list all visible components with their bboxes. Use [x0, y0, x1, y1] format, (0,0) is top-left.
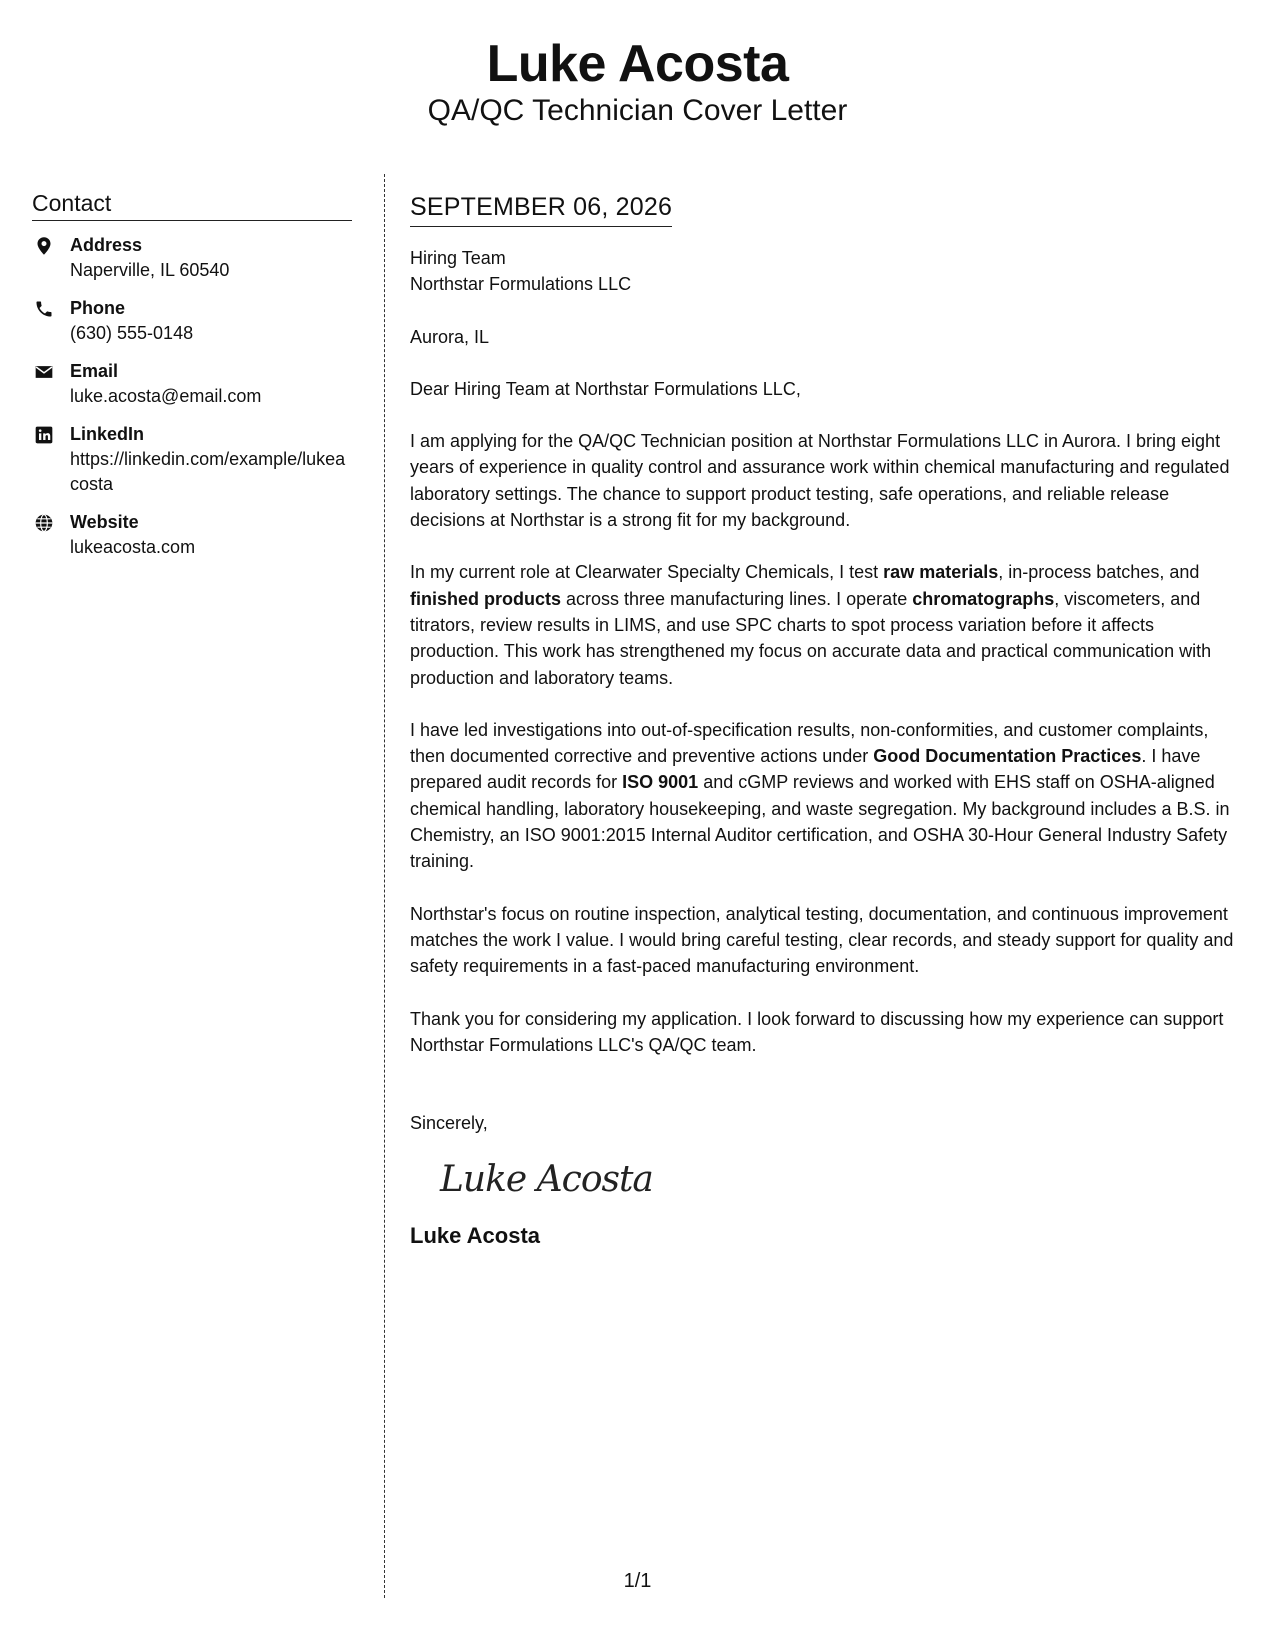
contact-item-email: [32, 359, 352, 409]
recipient-line: Hiring Team: [410, 248, 506, 268]
page-number: 1/1: [623, 1570, 652, 1592]
globe-icon: [34, 513, 54, 533]
paragraph-text: , viscometers, and titrators, review results in LIMS, and use SPC charts to spot process variation before it affects production. This work has strengthened my focus on accurate data and practical communication with production and laboratory teams.: [410, 588, 1212, 688]
address-value: Naperville, IL 60540: [70, 260, 230, 280]
linkedin-icon: [34, 425, 54, 445]
greeting: Dear Hiring Team at Northstar Formulations LLC,: [410, 378, 801, 399]
contact-label: Address: [70, 235, 143, 255]
contact-item-linkedin: [32, 422, 352, 497]
paragraph-text: and cGMP reviews and worked with EHS staff on OSHA-aligned chemical handling, laboratory housekeeping, and waste segregation. My background includes a B.S. in Chemistry, an ISO 9001:2015 Internal Auditor certification, and OSHA 30-Hour General Industry Safety training.: [410, 772, 1230, 872]
paragraph-3: [410, 717, 1240, 875]
signer-name: Luke Acosta: [410, 1223, 541, 1249]
signature: Luke Acosta: [440, 1159, 653, 1201]
paragraph-2: [410, 559, 1240, 690]
contact-sidebar: [32, 188, 352, 573]
paragraph-text: across three manufacturing lines. I operate: [561, 588, 913, 609]
bold-keyword: chromatographs: [912, 588, 1055, 609]
paragraph-text: , in-process batches, and: [998, 562, 1200, 583]
phone-value: (630) 555-0148: [70, 323, 194, 343]
applicant-name: Luke Acosta: [486, 35, 789, 93]
linkedin-value[interactable]: https://linkedin.com/example/lukeacosta: [70, 449, 346, 494]
bold-keyword: finished products: [410, 588, 562, 609]
paragraph-5: Thank you for considering my application. I look forward to discussing how my experience can support Northstar Formulations LLC's QA/QC team.: [410, 1008, 1224, 1055]
contact-item-website: [32, 510, 352, 560]
envelope-icon: [34, 362, 54, 382]
contact-label: Email: [70, 361, 119, 381]
website-value[interactable]: lukeacosta.com: [70, 537, 196, 557]
letter-date: SEPTEMBER 06, 2026: [410, 190, 672, 227]
contact-label: Website: [70, 512, 139, 532]
email-value[interactable]: luke.acosta@email.com: [70, 386, 262, 406]
document-subtitle: QA/QC Technician Cover Letter: [427, 94, 848, 127]
letter-body: [410, 190, 1240, 1250]
paragraph-text: . I have prepared audit records for: [410, 746, 1201, 793]
contact-item-phone: [32, 296, 352, 346]
recipient-location: Aurora, IL: [410, 326, 490, 347]
contact-label: Phone: [70, 298, 126, 318]
header: [0, 34, 1275, 128]
paragraph-text: I have led investigations into out-of-specification results, non-conformities, and customer complaints, then documented corrective and preventive actions under: [410, 719, 1209, 767]
bold-keyword: Good Documentation Practices: [873, 746, 1142, 767]
recipient-company: Northstar Formulations LLC: [410, 274, 632, 295]
recipient-block: [410, 245, 1240, 298]
contact-item-address: [32, 233, 352, 283]
bold-keyword: raw materials: [883, 562, 999, 583]
map-pin-icon: [34, 236, 54, 256]
paragraph-1: I am applying for the QA/QC Technician position at Northstar Formulations LLC in Aurora. I bring eight years of experience in quality control and assurance work within chemical manufacturing and regulated laboratory settings. The chance to support product testing, safe operations, and reliable release decisions at Northstar is a strong fit for my background.: [410, 431, 1230, 531]
bold-keyword: ISO 9001: [622, 772, 699, 793]
contact-section-title: Contact: [32, 188, 352, 221]
paragraph-4: Northstar's focus on routine inspection, analytical testing, documentation, and continuous improvement matches the work I value. I would bring careful testing, clear records, and steady support for quality and safety requirements in a fast-paced manufacturing environment.: [410, 903, 1234, 977]
paragraph-text: In my current role at Clearwater Specialty Chemicals, I test: [410, 562, 884, 583]
contact-label: LinkedIn: [70, 424, 145, 444]
closing: Sincerely,: [410, 1113, 488, 1134]
phone-icon: [34, 299, 54, 319]
column-divider: [384, 174, 385, 1598]
